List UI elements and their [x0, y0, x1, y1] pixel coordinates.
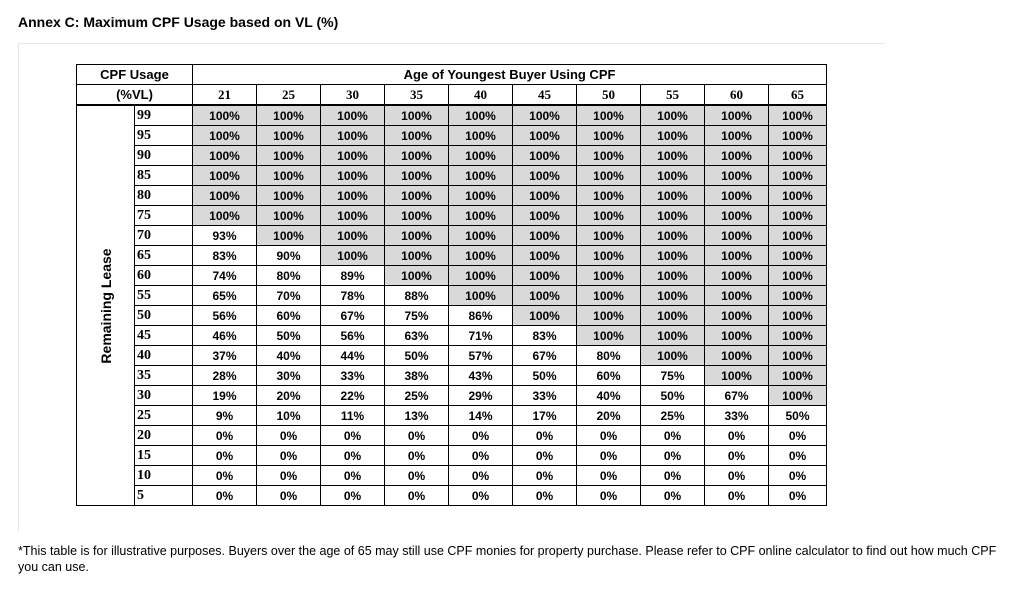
cpf-usage-cell: 100% — [705, 286, 769, 306]
table-row — [77, 486, 827, 506]
cpf-usage-cell: 100% — [385, 126, 449, 146]
cpf-usage-cell: 100% — [577, 286, 641, 306]
cpf-usage-cell: 100% — [193, 126, 257, 146]
cpf-usage-cell: 100% — [321, 226, 385, 246]
age-group-header: Age of Youngest Buyer Using CPF — [193, 65, 827, 85]
table-row — [77, 166, 827, 186]
cpf-usage-cell: 100% — [513, 226, 577, 246]
cpf-usage-cell: 100% — [449, 246, 513, 266]
remaining-lease-value: 85 — [135, 166, 193, 186]
cpf-usage-cell: 0% — [513, 446, 577, 466]
cpf-usage-cell: 100% — [449, 126, 513, 146]
cpf-usage-cell: 100% — [641, 206, 705, 226]
cpf-usage-cell: 100% — [577, 246, 641, 266]
cpf-usage-cell: 11% — [321, 406, 385, 426]
cpf-usage-cell: 100% — [321, 206, 385, 226]
cpf-usage-cell: 100% — [769, 166, 827, 186]
cpf-usage-cell: 100% — [449, 266, 513, 286]
remaining-lease-side-header — [77, 105, 135, 506]
cpf-usage-cell: 100% — [257, 206, 321, 226]
cpf-usage-cell: 100% — [577, 146, 641, 166]
table-row — [77, 146, 827, 166]
cpf-usage-cell: 0% — [321, 466, 385, 486]
cpf-usage-cell: 0% — [513, 486, 577, 506]
cpf-usage-cell: 100% — [257, 166, 321, 186]
remaining-lease-value: 10 — [135, 466, 193, 486]
cpf-usage-cell: 100% — [513, 166, 577, 186]
cpf-usage-cell: 0% — [577, 446, 641, 466]
cpf-usage-cell: 100% — [385, 186, 449, 206]
cpf-usage-cell: 100% — [769, 306, 827, 326]
cpf-usage-cell: 0% — [321, 486, 385, 506]
cpf-usage-cell: 70% — [257, 286, 321, 306]
cpf-usage-cell: 0% — [577, 486, 641, 506]
cpf-usage-cell: 100% — [641, 226, 705, 246]
cpf-usage-cell: 0% — [705, 446, 769, 466]
cpf-usage-cell: 14% — [449, 406, 513, 426]
remaining-lease-label: Remaining Lease — [97, 247, 114, 364]
remaining-lease-value: 50 — [135, 306, 193, 326]
cpf-usage-cell: 0% — [513, 426, 577, 446]
cpf-usage-cell: 100% — [641, 146, 705, 166]
cpf-usage-cell: 80% — [257, 266, 321, 286]
age-column-header: 50 — [577, 85, 641, 106]
remaining-lease-value: 90 — [135, 146, 193, 166]
cpf-usage-cell: 100% — [193, 206, 257, 226]
cpf-usage-cell: 100% — [193, 186, 257, 206]
cpf-usage-cell: 9% — [193, 406, 257, 426]
remaining-lease-value: 20 — [135, 426, 193, 446]
cpf-usage-cell: 100% — [321, 146, 385, 166]
cpf-usage-cell: 100% — [577, 206, 641, 226]
cpf-usage-cell: 0% — [577, 466, 641, 486]
cpf-usage-cell: 100% — [769, 346, 827, 366]
cpf-usage-cell: 30% — [257, 366, 321, 386]
cpf-usage-cell: 100% — [641, 306, 705, 326]
remaining-lease-value: 55 — [135, 286, 193, 306]
remaining-lease-value: 60 — [135, 266, 193, 286]
page-title: Annex C: Maximum CPF Usage based on VL (%) — [18, 14, 339, 30]
cpf-usage-cell: 100% — [513, 186, 577, 206]
cpf-usage-cell: 100% — [641, 186, 705, 206]
cpf-usage-cell: 100% — [513, 206, 577, 226]
cpf-usage-cell: 0% — [321, 426, 385, 446]
cpf-usage-cell: 100% — [193, 146, 257, 166]
cpf-usage-cell: 100% — [449, 286, 513, 306]
cpf-usage-cell: 50% — [513, 366, 577, 386]
cpf-usage-cell: 100% — [513, 306, 577, 326]
cpf-usage-cell: 100% — [321, 166, 385, 186]
cpf-usage-cell: 0% — [769, 466, 827, 486]
cpf-usage-cell: 0% — [769, 486, 827, 506]
cpf-usage-cell: 10% — [257, 406, 321, 426]
cpf-usage-cell: 100% — [769, 146, 827, 166]
cpf-usage-cell: 0% — [193, 446, 257, 466]
cpf-usage-cell: 100% — [449, 105, 513, 126]
remaining-lease-value: 25 — [135, 406, 193, 426]
cpf-usage-cell: 0% — [257, 486, 321, 506]
table-row — [77, 286, 827, 306]
cpf-usage-cell: 0% — [705, 486, 769, 506]
cpf-usage-cell: 19% — [193, 386, 257, 406]
cpf-usage-cell: 100% — [705, 366, 769, 386]
table-row — [77, 126, 827, 146]
cpf-usage-cell: 67% — [705, 386, 769, 406]
cpf-usage-cell: 100% — [257, 105, 321, 126]
cpf-usage-cell: 50% — [257, 326, 321, 346]
cpf-usage-cell: 40% — [577, 386, 641, 406]
cpf-usage-cell: 100% — [385, 105, 449, 126]
cpf-usage-cell: 0% — [705, 466, 769, 486]
cpf-usage-cell: 56% — [193, 306, 257, 326]
remaining-lease-value: 70 — [135, 226, 193, 246]
cpf-usage-cell: 100% — [257, 146, 321, 166]
cpf-usage-cell: 0% — [449, 466, 513, 486]
cpf-usage-cell: 100% — [641, 266, 705, 286]
cpf-usage-cell: 0% — [257, 426, 321, 446]
cpf-usage-cell: 65% — [193, 286, 257, 306]
cpf-usage-cell: 83% — [513, 326, 577, 346]
cpf-usage-cell: 100% — [705, 166, 769, 186]
cpf-usage-cell: 50% — [641, 386, 705, 406]
cpf-usage-cell: 100% — [641, 105, 705, 126]
cpf-usage-cell: 83% — [193, 246, 257, 266]
cpf-usage-cell: 0% — [641, 446, 705, 466]
cpf-usage-cell: 100% — [321, 126, 385, 146]
cpf-usage-cell: 56% — [321, 326, 385, 346]
cpf-usage-cell: 0% — [321, 446, 385, 466]
cpf-usage-cell: 89% — [321, 266, 385, 286]
cpf-usage-cell: 100% — [449, 146, 513, 166]
table-row — [77, 266, 827, 286]
cpf-usage-cell: 100% — [705, 306, 769, 326]
cpf-usage-cell: 100% — [577, 306, 641, 326]
cpf-usage-cell: 37% — [193, 346, 257, 366]
cpf-usage-cell: 100% — [705, 346, 769, 366]
cpf-usage-cell: 71% — [449, 326, 513, 346]
cpf-usage-cell: 0% — [385, 466, 449, 486]
cpf-usage-table — [76, 64, 827, 506]
table-row — [77, 366, 827, 386]
cpf-usage-cell: 100% — [769, 366, 827, 386]
cpf-usage-cell: 38% — [385, 366, 449, 386]
cpf-usage-cell: 0% — [385, 426, 449, 446]
cpf-usage-cell: 100% — [385, 226, 449, 246]
table-row — [77, 326, 827, 346]
cpf-usage-cell: 100% — [449, 166, 513, 186]
corner-header-line1: CPF Usage — [77, 65, 193, 85]
cpf-usage-cell: 100% — [769, 126, 827, 146]
age-column-header: 35 — [385, 85, 449, 106]
cpf-usage-cell: 0% — [449, 486, 513, 506]
cpf-usage-cell: 50% — [385, 346, 449, 366]
cpf-usage-cell: 100% — [513, 146, 577, 166]
table-row — [77, 346, 827, 366]
cpf-usage-cell: 67% — [513, 346, 577, 366]
cpf-usage-cell: 100% — [641, 246, 705, 266]
cpf-usage-cell: 100% — [385, 246, 449, 266]
cpf-usage-cell: 100% — [257, 126, 321, 146]
table-row — [77, 426, 827, 446]
cpf-usage-cell: 0% — [577, 426, 641, 446]
cpf-usage-cell: 78% — [321, 286, 385, 306]
remaining-lease-value: 99 — [135, 105, 193, 126]
cpf-usage-cell: 100% — [769, 266, 827, 286]
table-row — [77, 406, 827, 426]
table-row — [77, 306, 827, 326]
cpf-usage-cell: 0% — [257, 446, 321, 466]
age-column-header: 30 — [321, 85, 385, 106]
table-row — [77, 226, 827, 246]
cpf-usage-cell: 50% — [769, 406, 827, 426]
cpf-usage-cell: 100% — [577, 105, 641, 126]
cpf-usage-cell: 100% — [577, 326, 641, 346]
cpf-usage-cell: 100% — [769, 105, 827, 126]
cpf-usage-cell: 28% — [193, 366, 257, 386]
age-column-header: 45 — [513, 85, 577, 106]
cpf-usage-cell: 100% — [705, 126, 769, 146]
cpf-usage-cell: 100% — [321, 105, 385, 126]
cpf-usage-cell: 100% — [513, 286, 577, 306]
cpf-usage-cell: 0% — [193, 426, 257, 446]
remaining-lease-value: 45 — [135, 326, 193, 346]
cpf-usage-cell: 100% — [257, 186, 321, 206]
cpf-usage-cell: 100% — [641, 126, 705, 146]
cpf-usage-cell: 13% — [385, 406, 449, 426]
cpf-usage-cell: 25% — [385, 386, 449, 406]
cpf-usage-cell: 100% — [769, 206, 827, 226]
remaining-lease-value: 75 — [135, 206, 193, 226]
cpf-usage-cell: 100% — [705, 266, 769, 286]
cpf-usage-cell: 100% — [769, 246, 827, 266]
cpf-usage-cell: 100% — [641, 326, 705, 346]
cpf-usage-cell: 100% — [769, 286, 827, 306]
cpf-usage-cell: 0% — [193, 486, 257, 506]
cpf-usage-cell: 0% — [385, 486, 449, 506]
cpf-usage-cell: 22% — [321, 386, 385, 406]
cpf-usage-cell: 0% — [641, 486, 705, 506]
remaining-lease-value: 65 — [135, 246, 193, 266]
remaining-lease-value: 95 — [135, 126, 193, 146]
remaining-lease-value: 80 — [135, 186, 193, 206]
cpf-usage-cell: 100% — [385, 266, 449, 286]
table-row — [77, 206, 827, 226]
cpf-usage-cell: 0% — [641, 466, 705, 486]
cpf-usage-cell: 20% — [257, 386, 321, 406]
cpf-usage-cell: 100% — [577, 226, 641, 246]
cpf-usage-cell: 100% — [705, 206, 769, 226]
cpf-usage-cell: 17% — [513, 406, 577, 426]
cpf-usage-cell: 60% — [257, 306, 321, 326]
cpf-usage-cell: 88% — [385, 286, 449, 306]
cpf-usage-cell: 0% — [257, 466, 321, 486]
cpf-usage-cell: 25% — [641, 406, 705, 426]
cpf-usage-cell: 100% — [513, 266, 577, 286]
cpf-usage-cell: 40% — [257, 346, 321, 366]
cpf-usage-cell: 0% — [705, 426, 769, 446]
cpf-usage-cell: 100% — [385, 206, 449, 226]
cpf-usage-cell: 100% — [449, 186, 513, 206]
cpf-usage-cell: 100% — [641, 346, 705, 366]
age-column-header: 65 — [769, 85, 827, 106]
cpf-usage-cell: 100% — [705, 186, 769, 206]
cpf-usage-cell: 100% — [769, 386, 827, 406]
footnote: *This table is for illustrative purposes. Buyers over the age of 65 may still use CPF monies for property purchase. Please refer to CPF online calculator to find out how much CPF you can use. — [18, 544, 997, 574]
cpf-usage-cell: 100% — [769, 326, 827, 346]
cpf-usage-cell: 100% — [321, 186, 385, 206]
cpf-usage-cell: 100% — [769, 186, 827, 206]
cpf-usage-cell: 43% — [449, 366, 513, 386]
cpf-usage-cell: 93% — [193, 226, 257, 246]
cpf-usage-cell: 100% — [449, 206, 513, 226]
table-row — [77, 386, 827, 406]
cpf-usage-cell: 100% — [577, 166, 641, 186]
cpf-usage-cell: 100% — [193, 105, 257, 126]
cpf-usage-cell: 0% — [193, 466, 257, 486]
cpf-usage-cell: 0% — [769, 446, 827, 466]
table-row — [77, 446, 827, 466]
cpf-usage-cell: 33% — [705, 406, 769, 426]
cpf-usage-cell: 33% — [513, 386, 577, 406]
table-row — [77, 466, 827, 486]
cpf-usage-cell: 100% — [577, 266, 641, 286]
age-column-header: 60 — [705, 85, 769, 106]
cpf-usage-cell: 100% — [641, 286, 705, 306]
cpf-usage-cell: 46% — [193, 326, 257, 346]
cpf-usage-cell: 100% — [705, 326, 769, 346]
remaining-lease-value: 5 — [135, 486, 193, 506]
remaining-lease-value: 35 — [135, 366, 193, 386]
cpf-usage-cell: 100% — [705, 105, 769, 126]
cpf-usage-cell: 74% — [193, 266, 257, 286]
corner-header-line2: (%VL) — [77, 85, 193, 106]
cpf-usage-cell: 63% — [385, 326, 449, 346]
cpf-usage-cell: 100% — [641, 166, 705, 186]
cpf-usage-cell: 86% — [449, 306, 513, 326]
cpf-usage-cell: 0% — [641, 426, 705, 446]
cpf-usage-cell: 100% — [769, 226, 827, 246]
cpf-usage-cell: 100% — [385, 146, 449, 166]
table-row — [77, 105, 827, 126]
cpf-usage-cell: 33% — [321, 366, 385, 386]
cpf-usage-cell: 100% — [449, 226, 513, 246]
cpf-usage-cell: 80% — [577, 346, 641, 366]
remaining-lease-value: 30 — [135, 386, 193, 406]
cpf-usage-cell: 100% — [385, 166, 449, 186]
age-column-header: 25 — [257, 85, 321, 106]
cpf-usage-cell: 90% — [257, 246, 321, 266]
cpf-usage-cell: 75% — [385, 306, 449, 326]
remaining-lease-value: 40 — [135, 346, 193, 366]
cpf-usage-cell: 75% — [641, 366, 705, 386]
cpf-usage-cell: 44% — [321, 346, 385, 366]
cpf-usage-cell: 60% — [577, 366, 641, 386]
cpf-usage-cell: 57% — [449, 346, 513, 366]
cpf-usage-cell: 100% — [193, 166, 257, 186]
cpf-usage-cell: 29% — [449, 386, 513, 406]
cpf-usage-cell: 100% — [705, 226, 769, 246]
cpf-usage-cell: 100% — [257, 226, 321, 246]
table-row — [77, 186, 827, 206]
cpf-usage-cell: 100% — [513, 105, 577, 126]
cpf-usage-cell: 100% — [513, 246, 577, 266]
cpf-usage-cell: 0% — [449, 446, 513, 466]
cpf-usage-cell: 67% — [321, 306, 385, 326]
cpf-usage-cell: 20% — [577, 406, 641, 426]
cpf-usage-cell: 0% — [513, 466, 577, 486]
cpf-usage-cell: 100% — [321, 246, 385, 266]
cpf-usage-cell: 100% — [705, 246, 769, 266]
cpf-usage-cell: 100% — [513, 126, 577, 146]
remaining-lease-value: 15 — [135, 446, 193, 466]
cpf-usage-cell: 0% — [385, 446, 449, 466]
cpf-usage-cell: 100% — [705, 146, 769, 166]
cpf-usage-cell: 0% — [769, 426, 827, 446]
cpf-usage-cell: 100% — [577, 186, 641, 206]
table-row — [77, 246, 827, 266]
age-column-header: 55 — [641, 85, 705, 106]
cpf-usage-cell: 100% — [577, 126, 641, 146]
age-column-header: 21 — [193, 85, 257, 106]
cpf-usage-cell: 0% — [449, 426, 513, 446]
age-column-header: 40 — [449, 85, 513, 106]
